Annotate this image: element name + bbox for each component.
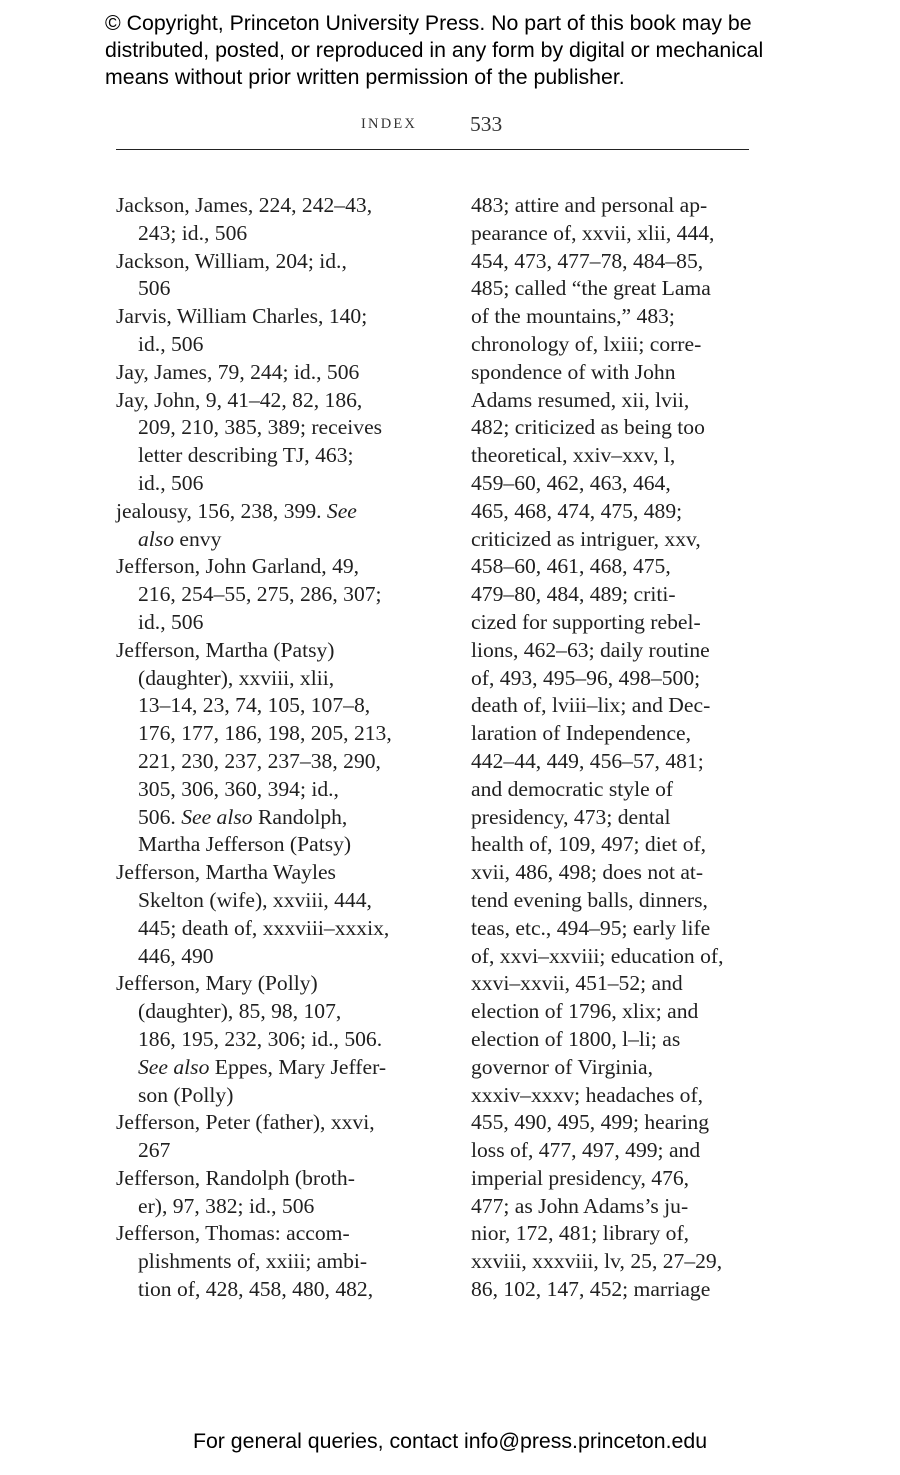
running-head bbox=[0, 112, 900, 142]
copyright-line: distributed, posted, or reproduced in any form by digital or mechanical bbox=[105, 38, 764, 62]
index-line: Adams resumed, xii, lvii, bbox=[471, 387, 690, 412]
index-line: id., 506 bbox=[138, 609, 204, 634]
index-line: xxxiv–xxxv; headaches of, bbox=[471, 1082, 704, 1107]
index-line: (daughter), xxviii, xlii, bbox=[138, 665, 335, 690]
index-line: 243; id., 506 bbox=[138, 220, 248, 245]
index-line: tend evening balls, dinners, bbox=[471, 887, 708, 912]
index-line: election of 1800, l–li; as bbox=[471, 1026, 681, 1051]
index-line: Jefferson, Martha (Patsy) bbox=[116, 637, 335, 662]
index-line: imperial presidency, 476, bbox=[471, 1165, 690, 1190]
index-line: chronology of, lxiii; corre- bbox=[471, 331, 702, 356]
index-line: theoretical, xxiv–xxv, l, bbox=[471, 443, 676, 468]
index-line: 465, 468, 474, 475, 489; bbox=[471, 498, 683, 523]
index-line: Jefferson, Randolph (broth- bbox=[116, 1165, 355, 1190]
index-line: xxvi–xxvii, 451–52; and bbox=[471, 971, 683, 996]
index-line: Jarvis, William Charles, 140; bbox=[116, 304, 368, 329]
index-line: Skelton (wife), xxviii, 444, bbox=[138, 887, 372, 912]
index-line-text: envy bbox=[174, 526, 222, 551]
index-line-text: jealousy, 156, 238, 399. bbox=[116, 498, 327, 523]
index-line-text: Eppes, Mary Jeffer- bbox=[209, 1054, 387, 1079]
index-line: Jefferson, John Garland, 49, bbox=[116, 554, 360, 579]
index-cross-reference: See also bbox=[138, 1054, 210, 1079]
copyright-line: means without prior written permission of the publisher. bbox=[105, 65, 625, 89]
index-line: spondence of with John bbox=[471, 359, 676, 384]
page-number: 533 bbox=[470, 112, 503, 136]
index-line: xxviii, xxxviii, lv, 25, 27–29, bbox=[471, 1249, 723, 1274]
index-line: pearance of, xxvii, xlii, 444, bbox=[471, 220, 715, 245]
index-cross-reference: See bbox=[326, 498, 357, 523]
index-line: xvii, 486, 498; does not at- bbox=[471, 860, 704, 885]
index-line: laration of Independence, bbox=[471, 721, 692, 746]
index-line: 479–80, 484, 489; criti- bbox=[471, 582, 676, 607]
index-line: 209, 210, 385, 389; receives bbox=[138, 415, 383, 440]
index-line bbox=[116, 1054, 446, 1082]
index-line: 216, 254–55, 275, 286, 307; bbox=[138, 582, 382, 607]
index-line: health of, 109, 497; diet of, bbox=[471, 832, 707, 857]
index-line: criticized as intriguer, xxv, bbox=[471, 526, 701, 551]
copyright-notice bbox=[105, 10, 865, 91]
index-line: Jay, John, 9, 41–42, 82, 186, bbox=[116, 387, 363, 412]
index-line: 446, 490 bbox=[138, 943, 214, 968]
index-line: Jefferson, Mary (Polly) bbox=[116, 971, 318, 996]
index-line: Jefferson, Thomas: accom- bbox=[116, 1221, 350, 1246]
index-line: 13–14, 23, 74, 105, 107–8, bbox=[138, 693, 371, 718]
header-rule bbox=[116, 149, 749, 150]
index-cross-reference: See also bbox=[181, 804, 253, 829]
index-line: 454, 473, 477–78, 484–85, bbox=[471, 248, 704, 273]
copyright-line: © Copyright, Princeton University Press. No part of this book may be bbox=[105, 11, 752, 35]
index-line: loss of, 477, 497, 499; and bbox=[471, 1138, 701, 1163]
index-line: of, 493, 495–96, 498–500; bbox=[471, 665, 701, 690]
index-line: presidency, 473; dental bbox=[471, 804, 671, 829]
index-line: plishments of, xxiii; ambi- bbox=[138, 1249, 368, 1274]
index-line: nior, 172, 481; library of, bbox=[471, 1221, 690, 1246]
index-line: 442–44, 449, 456–57, 481; bbox=[471, 748, 704, 773]
footer-contact: For general queries, contact info@press.princeton.edu bbox=[192, 1429, 708, 1453]
index-column-right bbox=[471, 192, 771, 1304]
index-line: 86, 102, 147, 452; marriage bbox=[471, 1277, 711, 1302]
index-line bbox=[116, 498, 446, 526]
index-line: 506 bbox=[138, 276, 171, 301]
index-line: Jackson, William, 204; id., bbox=[116, 248, 347, 273]
index-line: governor of Virginia, bbox=[471, 1054, 654, 1079]
index-line: er), 97, 382; id., 506 bbox=[138, 1193, 315, 1218]
index-line: Martha Jefferson (Patsy) bbox=[138, 832, 352, 857]
running-head-label: INDEX bbox=[361, 116, 418, 132]
index-line: son (Polly) bbox=[138, 1082, 234, 1107]
index-line: tion of, 428, 458, 480, 482, bbox=[138, 1277, 374, 1302]
index-line: 458–60, 461, 468, 475, bbox=[471, 554, 671, 579]
index-line: Jefferson, Martha Wayles bbox=[116, 860, 336, 885]
index-line: 483; attire and personal ap- bbox=[471, 193, 708, 217]
index-line: Jay, James, 79, 244; id., 506 bbox=[116, 359, 360, 384]
index-line: death of, lviii–lix; and Dec- bbox=[471, 693, 711, 718]
index-line: 459–60, 462, 463, 464, bbox=[471, 470, 671, 495]
index-column-left bbox=[116, 192, 446, 1304]
index-line: id., 506 bbox=[138, 470, 204, 495]
index-line: 221, 230, 237, 237–38, 290, bbox=[138, 748, 381, 773]
index-line bbox=[116, 804, 446, 832]
index-cross-reference: also bbox=[138, 526, 174, 551]
index-line: 482; criticized as being too bbox=[471, 415, 705, 440]
index-line: teas, etc., 494–95; early life bbox=[471, 915, 711, 940]
index-line: 485; called “the great Lama bbox=[471, 276, 711, 301]
index-line: id., 506 bbox=[138, 331, 204, 356]
index-line: 455, 490, 495, 499; hearing bbox=[471, 1110, 710, 1135]
index-line bbox=[116, 526, 446, 554]
index-line: 267 bbox=[138, 1138, 171, 1163]
index-line: 445; death of, xxxviii–xxxix, bbox=[138, 915, 390, 940]
index-line: lions, 462–63; daily routine bbox=[471, 637, 710, 662]
index-line: 176, 177, 186, 198, 205, 213, bbox=[138, 721, 392, 746]
index-line-text: 506. bbox=[138, 804, 182, 829]
index-line-text: Randolph, bbox=[252, 804, 348, 829]
index-line: of the mountains,” 483; bbox=[471, 304, 675, 329]
index-line: 477; as John Adams’s ju- bbox=[471, 1193, 689, 1218]
index-line: Jefferson, Peter (father), xxvi, bbox=[116, 1110, 375, 1135]
index-line: 305, 306, 360, 394; id., bbox=[138, 776, 339, 801]
index-line: letter describing TJ, 463; bbox=[138, 443, 354, 468]
index-line: and democratic style of bbox=[471, 776, 674, 801]
index-line: 186, 195, 232, 306; id., 506. bbox=[138, 1026, 383, 1051]
index-line: Jackson, James, 224, 242–43, bbox=[116, 193, 373, 217]
index-line: of, xxvi–xxviii; education of, bbox=[471, 943, 724, 968]
index-line: (daughter), 85, 98, 107, bbox=[138, 999, 342, 1024]
index-line: cized for supporting rebel- bbox=[471, 609, 701, 634]
index-line: election of 1796, xlix; and bbox=[471, 999, 699, 1024]
